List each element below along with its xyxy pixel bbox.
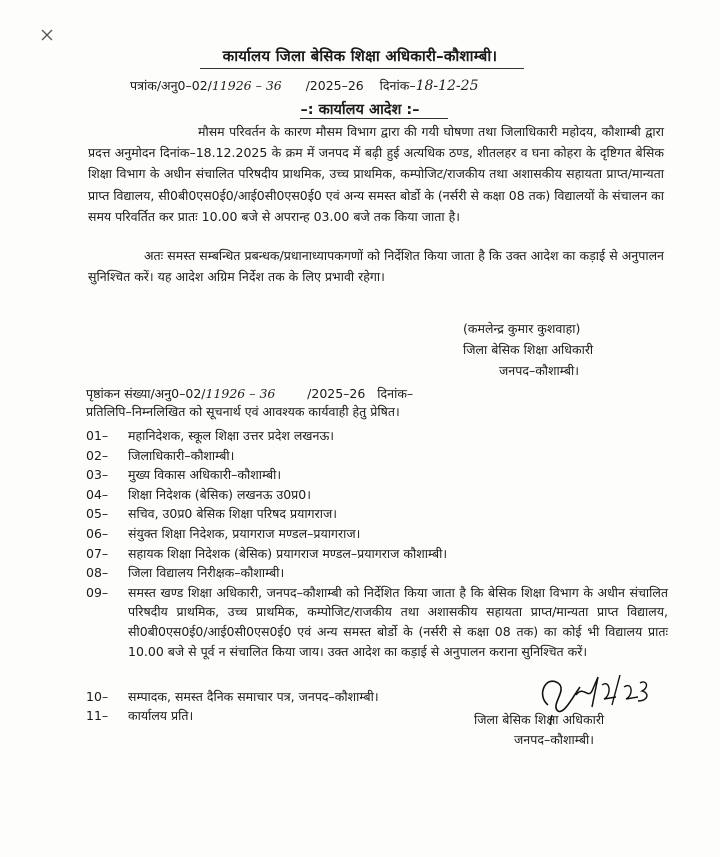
list-item: [86, 485, 676, 505]
list-item: [86, 426, 676, 446]
list-item-number: 06–: [86, 525, 109, 541]
office-title: कार्यालय जिला बेसिक शिक्षा अधिकारी–कौशाम्बी।: [222, 47, 498, 65]
endorsement-session: /2025–26: [307, 386, 366, 401]
title-underline: [200, 68, 524, 69]
list-item-number: 11–: [86, 708, 109, 724]
list-item: [86, 544, 676, 564]
list-item-text: जिला विद्यालय निरीक्षक–कौशाम्बी।: [128, 565, 285, 581]
date-value: 18-12-25: [415, 78, 479, 94]
signatory-block: [463, 318, 593, 381]
bottom-signatory-block: [474, 710, 604, 750]
corner-mark-icon: [40, 28, 54, 42]
endorsement-prefix: पृष्ठांकन संख्या/अनु0–02/: [86, 386, 206, 401]
list-item-number: 03–: [86, 467, 109, 483]
bottom-signatory-district: जनपद–कौशाम्बी।: [514, 732, 594, 747]
ref-number: 11926 – 36: [211, 78, 282, 93]
list-item-number: 02–: [86, 447, 109, 463]
list-item-text: कार्यालय प्रति।: [128, 708, 194, 724]
endorsement-number: 11926 – 36: [205, 386, 276, 401]
list-item: [86, 563, 676, 583]
order-title-underline: [300, 118, 448, 119]
list-item: [86, 504, 676, 524]
list-item-text: समस्त खण्ड शिक्षा अधिकारी, जनपद–कौशाम्बी को निर्देशित किया जाता है कि बेसिक शिक्षा विभाग के अधीन संचालित परिषदीय प्राथमिक, उच्च प्राथमिक, कम्पोजिट/राजकीय तथा अशासकीय सहायता प्राप्त/मान्यता प्राप्त विद्यालय, सी0बी0एस0ई0/आई0सी0एस0ई0 एवं अन्य समस्त बोर्डो के (नर्सरी से कक्षा 08 तक) का कोई भी विद्यालय प्रातः 10.00 बजे से पूर्व न संचालित किया जाय। उक्त आदेश का कड़ाई से अनुपालन कराना सुनिश्चित करें।: [128, 584, 668, 659]
list-item-number: 04–: [86, 486, 109, 502]
endorsement-date-label: दिनांक–: [377, 386, 414, 401]
signatory-district: जनपद–कौशाम्बी।: [499, 363, 579, 378]
list-item: [86, 446, 676, 466]
body-paragraph-1: मौसम परिवर्तन के कारण मौसम विभाग द्वारा की गयी घोषणा तथा जिलाधिकारी महोदय, कौशाम्बी द्वारा प्रदत्त अनुमोदन दिनांक–18.12.2025 के क्रम में जनपद में बढ़ी हुई अत्यधिक ठण्ड, शीतलहर व घना कोहरा के दृष्टिगत बेसिक शिक्षा विभाग के अधीन संचालित परिषदीय प्राथमिक, उच्च प्राथमिक, कम्पोजिट/राजकीय तथा अशासकीय सहायता प्राप्त/मान्यता प्राप्त विद्यालय, सी0बी0एस0ई0/आई0सी0एस0ई0 एवं अन्य समस्त बोर्डो के (नर्सरी से कक्षा 08 तक) विद्यालयों के संचालन का समय परिवर्तित कर प्रातः 10.00 बजे से अपरान्ह 03.00 बजे तक किया जाता है।: [88, 124, 664, 224]
copy-heading: प्रतिलिपि–निम्नलिखित को सूचनार्थ एवं आवश्यक कार्यवाही हेतु प्रेषित।: [86, 404, 400, 419]
list-item: [86, 524, 676, 544]
reference-line: [130, 77, 478, 94]
endorsement-line: [86, 385, 413, 402]
bottom-signatory-designation: जिला बेसिक शिक्षा अधिकारी: [474, 712, 605, 727]
list-item-number: 05–: [86, 506, 109, 522]
signatory-name: (कमलेन्द्र कुमार कुशवाहा): [463, 321, 581, 336]
body-paragraph-2: अतः समस्त सम्बन्धित प्रबन्धक/प्रधानाध्यापकगणों को निर्देशित किया जाता है कि उक्त आदेश का कड़ाई से अनुपालन सुनिश्चित करें। यह आदेश अग्रिम निर्देश तक के लिए प्रभावी रहेगा।: [88, 248, 664, 285]
order-title: –: कार्यालय आदेश :–: [300, 102, 420, 118]
list-item-text: सम्पादक, समस्त दैनिक समाचार पत्र, जनपद–कौशाम्बी।: [128, 688, 379, 704]
list-item-text: शिक्षा निदेशक (बेसिक) लखनऊ उ0प्र0।: [128, 486, 311, 502]
ref-session: /2025–26: [305, 78, 364, 93]
list-item: [86, 465, 676, 485]
list-item-text: मुख्य विकास अधिकारी–कौशाम्बी।: [128, 467, 282, 483]
list-item-number: 10–: [86, 688, 109, 704]
list-item-text: महानिदेशक, स्कूल शिक्षा उत्तर प्रदेश लखनऊ।: [128, 428, 335, 443]
list-item-number: 07–: [86, 545, 109, 561]
list-item-text: संयुक्त शिक्षा निदेशक, प्रयागराज मण्डल–प्रयागराज।: [128, 525, 361, 541]
date-label: दिनांक–: [379, 78, 416, 93]
list-item-text: जिलाधिकारी–कौशाम्बी।: [128, 447, 235, 463]
list-item-number: 09–: [86, 584, 109, 600]
list-item-number: 08–: [86, 565, 109, 581]
list-item-number: 01–: [86, 428, 109, 443]
list-item-text: सचिव, उ0प्र0 बेसिक शिक्षा परिषद प्रयागराज।: [128, 506, 337, 522]
signatory-designation: जिला बेसिक शिक्षा अधिकारी: [463, 342, 594, 357]
ref-prefix: पत्रांक/अनु0–02/: [130, 78, 212, 93]
list-item-text: सहायक शिक्षा निदेशक (बेसिक) प्रयागराज मण्डल–प्रयागराज कौशाम्बी।: [128, 545, 448, 561]
